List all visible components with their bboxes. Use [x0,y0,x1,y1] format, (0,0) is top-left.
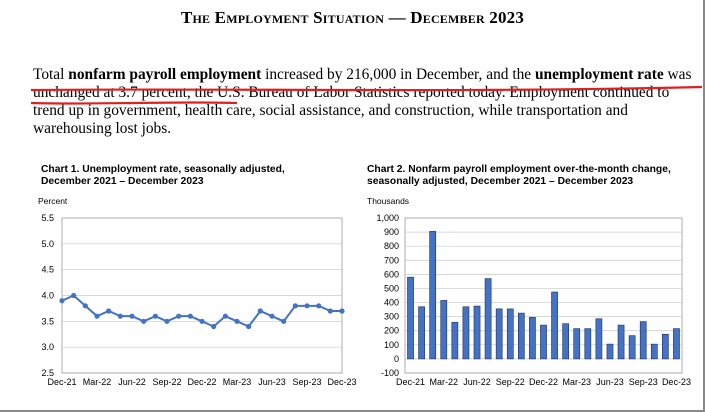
chart2-bar [673,329,679,359]
chart2-bar [430,231,436,359]
chart1-title-line1: Chart 1. Unemployment rate, seasonally adjusted, [41,164,285,175]
chart1-data-point [234,319,239,324]
chart1-data-point [199,319,204,324]
chart1-data-point [164,319,169,324]
chart1-ytick-label: 4.0 [41,290,54,301]
chart1-data-point [211,324,216,329]
page-title: The Employment Situation — December 2023 [180,8,525,27]
chart1-xtick-label: Dec-21 [47,377,77,387]
chart2-bar [585,329,591,359]
chart2-xtick-label: Jun-23 [596,377,624,387]
chart1-xtick-label: Jun-23 [258,377,286,387]
chart2-xtick-label: Jun-22 [463,377,491,387]
chart2-ytick-label: 1,000 [376,213,399,223]
chart2-bar [662,334,668,359]
chart2-bar [629,336,635,359]
chart2-bar [596,319,602,359]
summary-bold-payroll: nonfarm payroll employment [68,66,262,83]
chart2-bar [529,317,535,359]
chart1-data-point [188,314,193,319]
chart1-ytick-label: 3.5 [41,316,54,327]
chart1-data-point [71,293,76,298]
red-underline-2 [29,99,239,107]
chart2-ytick-label: 900 [383,227,399,238]
chart1-xtick-label: Mar-22 [82,377,112,387]
summary-text-2: increased by 216,000 in December, and the [261,66,535,83]
chart2-ylabel: Thousands [367,196,410,206]
chart1-xtick-label: Sep-23 [292,377,322,387]
chart2-ytick-label: 800 [383,241,399,252]
chart1-title-line2: December 2021 – December 2023 [41,176,204,187]
chart2-title-line1: Chart 2. Nonfarm payroll employment over-the-month change, [367,164,671,175]
chart1-data-point [106,308,111,313]
chart1-xtick-label: Sep-22 [152,377,182,387]
chart2-ytick-label: 600 [383,269,399,280]
chart1-title [41,164,285,188]
red-underline-1 [29,85,704,94]
chart2-bar [419,307,425,359]
chart1-data-point [83,303,88,308]
chart1-ytick-label: 5.5 [41,213,54,223]
chart1-ylabel: Percent [38,196,68,206]
chart1-data-point [118,314,123,319]
chart2-xtick-label: Dec-22 [528,377,559,387]
chart2-xtick-label: Sep-22 [495,377,525,387]
chart1-ytick-label: 4.5 [41,264,54,275]
chart1-data-point [176,314,181,319]
chart2-bar [640,322,646,359]
chart2-bar [485,279,491,359]
chart1-xtick-label: Jun-22 [118,377,146,387]
chart2-bar [407,277,413,359]
chart2-bar [474,306,480,359]
chart2-xtick-label: Sep-23 [628,377,658,387]
chart2-bar [507,309,513,359]
chart2-xtick-label: Mar-23 [562,377,591,387]
chart1-data-point [281,319,286,324]
chart1-data-point [269,314,274,319]
chart1-data-point [223,314,228,319]
chart2-bar [651,344,657,359]
chart2-ytick-label: 0 [393,353,399,364]
chart2-bar [552,292,558,359]
chart2-bar [540,325,546,359]
chart1-data-point [293,303,298,308]
chart1-data-point [153,314,158,319]
chart1-data-point [258,308,263,313]
chart2-ytick-label: 100 [383,339,399,350]
chart2-payroll-change [350,205,695,390]
chart2-bar [452,322,458,359]
chart1-xtick-label: Dec-22 [187,377,217,387]
chart2-bar [441,300,447,358]
summary-text-1: Total [33,66,69,83]
chart2-bar [574,329,580,359]
chart2-ytick-label: 500 [383,283,399,294]
chart2-xtick-label: Dec-21 [396,377,426,387]
chart1-data-point [141,319,146,324]
chart2-title [367,164,671,188]
chart1-data-point [129,314,134,319]
chart2-bar [618,325,624,359]
chart2-title-line2: seasonally adjusted, December 2021 – December 2023 [367,176,634,187]
chart2-ytick-label: 400 [383,297,399,308]
chart2-ytick-label: -100 [380,368,399,378]
chart1-ytick-label: 2.5 [41,368,54,378]
chart1-unemployment-rate [0,205,357,390]
chart1-data-point [316,303,321,308]
summary-bold-unemployment: unemployment rate [534,66,664,83]
chart1-data-point [59,298,64,303]
chart2-bar [563,324,569,359]
chart2-ytick-label: 200 [383,325,399,336]
chart2-bar [463,307,469,359]
chart1-ytick-label: 3.0 [41,342,54,353]
chart1-data-point [328,308,333,313]
chart2-bar [496,309,502,359]
chart2-xtick-label: Mar-22 [429,377,459,387]
summary-text-3: was unchanged at 3.7 percent, the U.S. Bureau of Labor Statistics reported today. Employment continued to trend up in government, health care, social assistance, and construction, while transportation and warehousing lost jobs. [33,66,692,137]
chart2-ytick-label: 300 [383,311,399,322]
chart1-ytick-label: 5.0 [41,238,54,249]
chart1-xtick-label: Dec-23 [327,377,357,387]
chart1-data-point [304,303,309,308]
chart2-bar [607,344,613,359]
chart1-data-point [94,314,99,319]
chart1-data-point [246,324,251,329]
chart2-xtick-label: Dec-23 [661,377,691,387]
chart2-bar [518,313,524,359]
chart1-xtick-label: Mar-23 [222,377,252,387]
chart1-data-point [339,308,344,313]
chart2-ytick-label: 700 [383,255,399,266]
